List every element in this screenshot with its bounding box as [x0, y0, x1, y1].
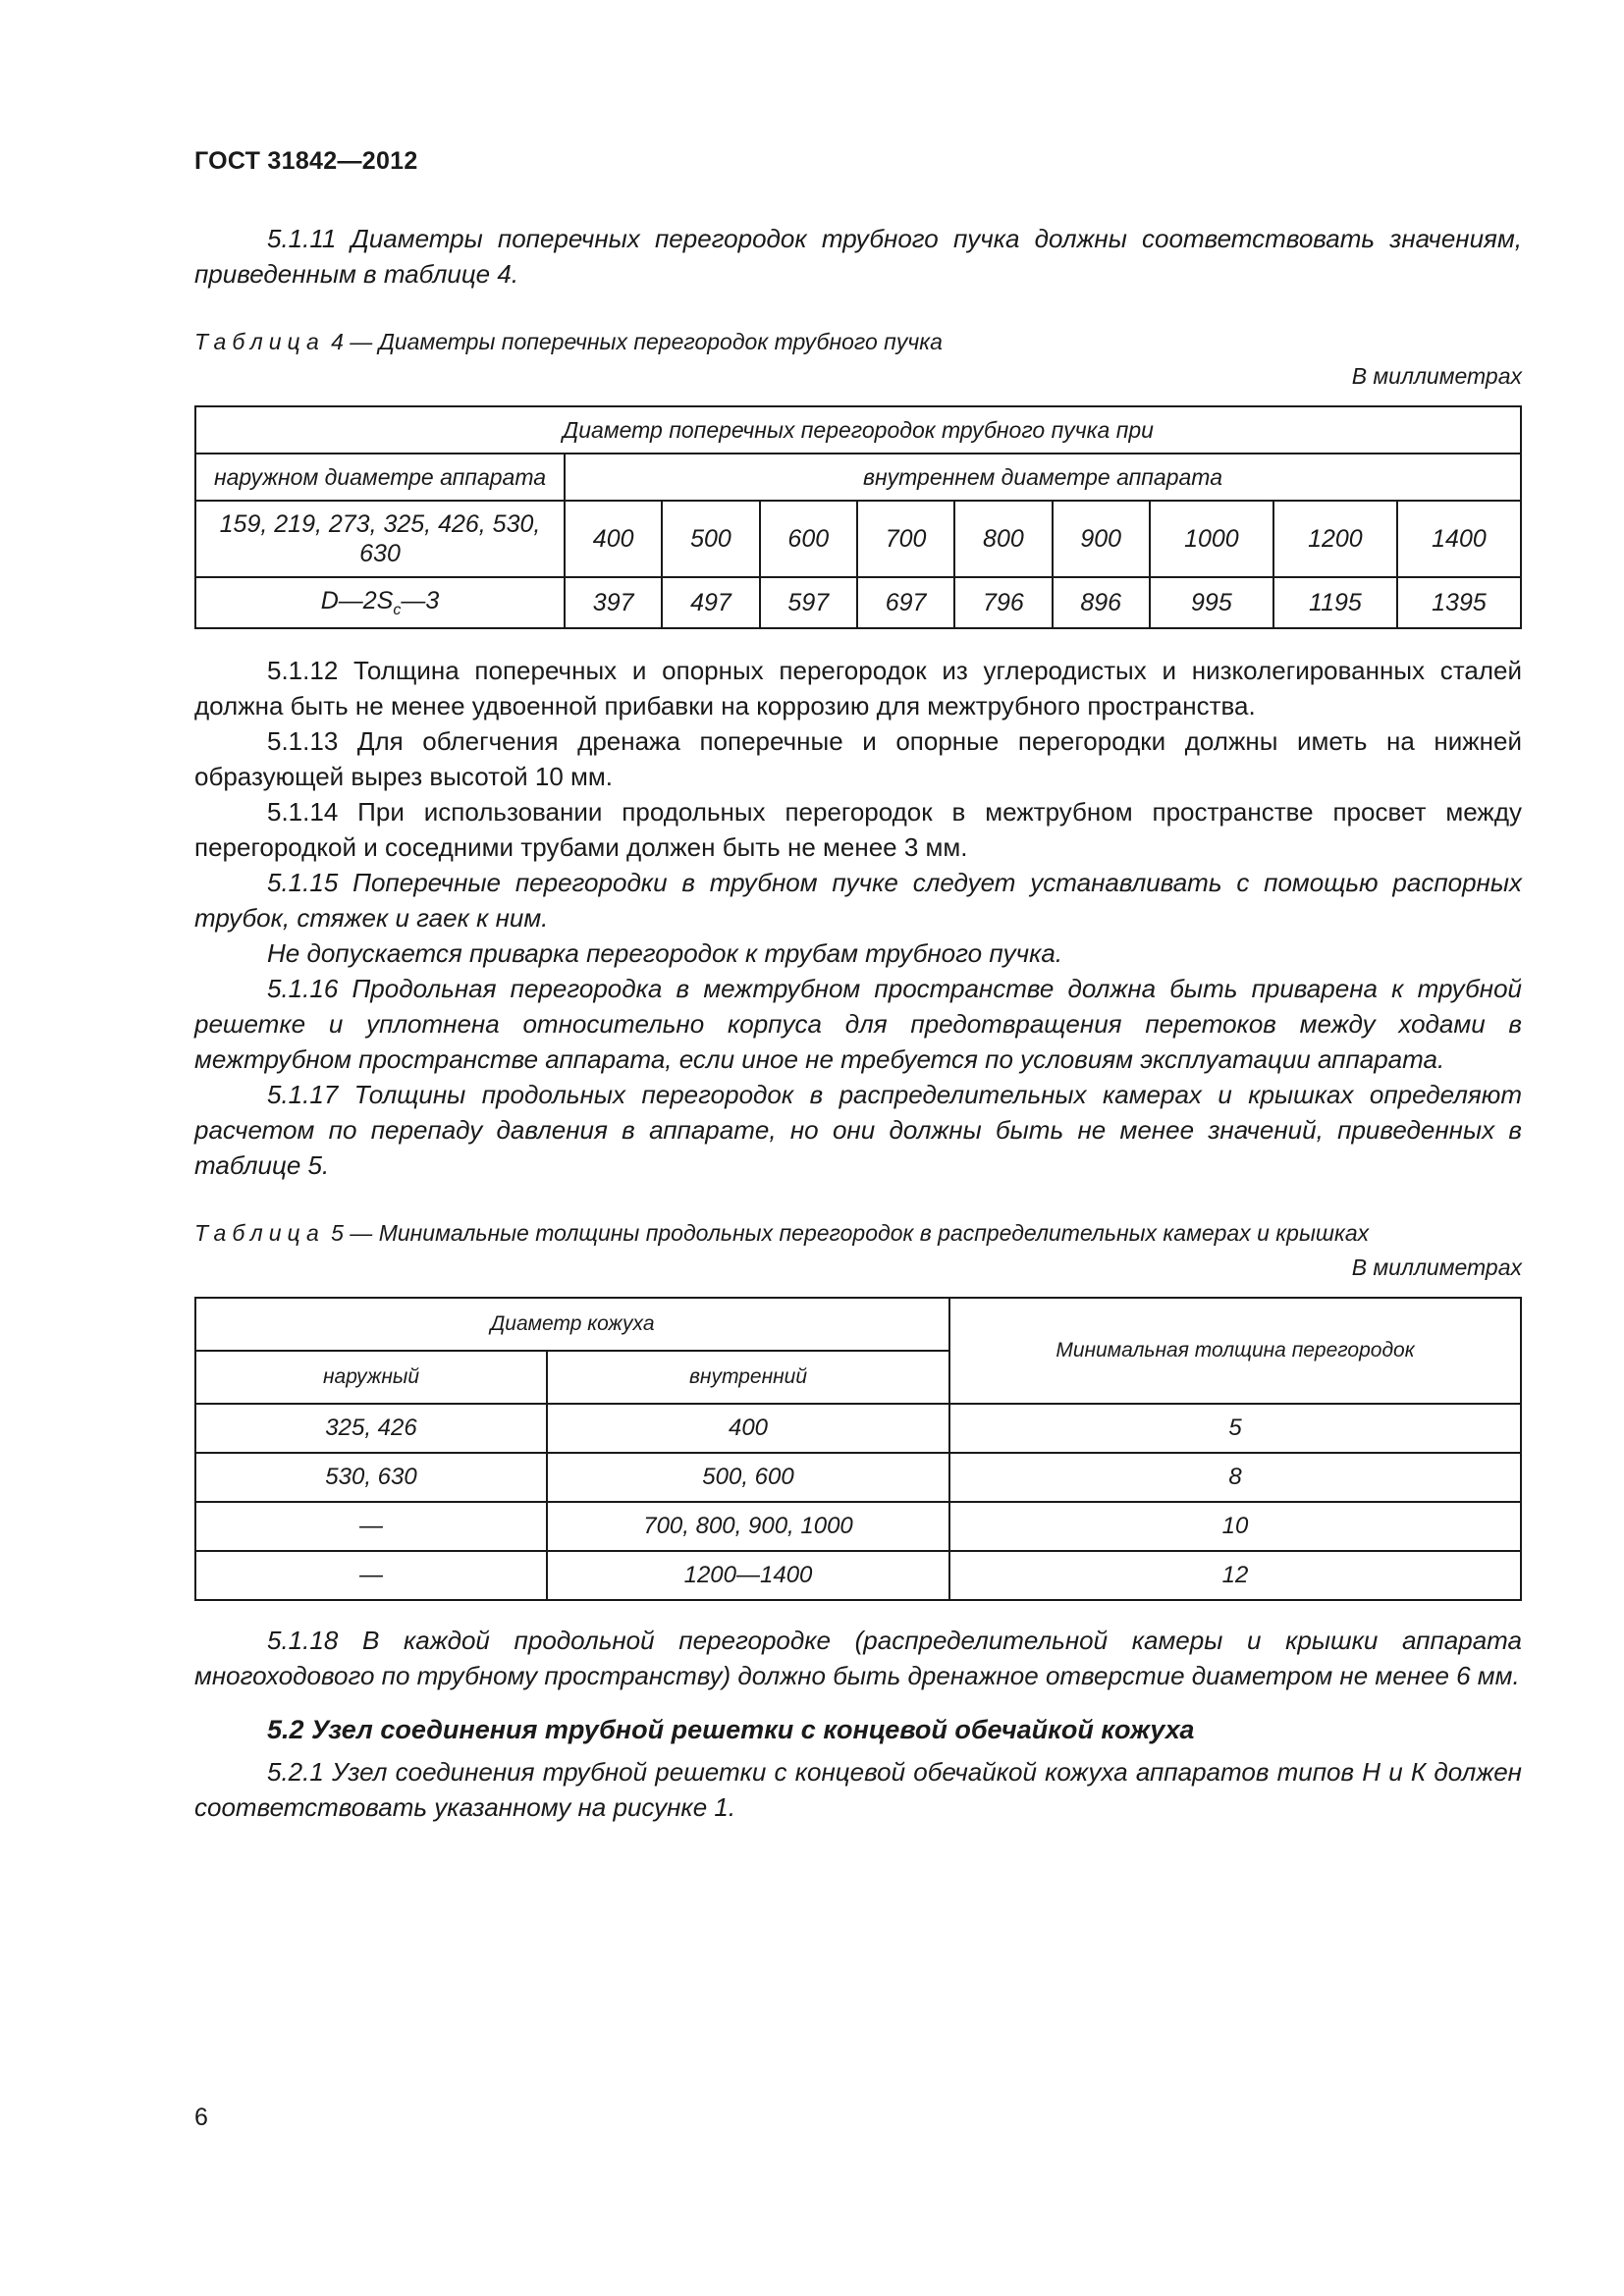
table5-cell-inner: 400 [547, 1404, 949, 1453]
table5-header-outer: наружный [195, 1351, 547, 1404]
paragraph-5-1-13: 5.1.13 Для облегчения дренажа поперечные и опорные перегородки должны иметь на нижней образующей вырез высотой 10 мм. [194, 726, 1522, 791]
table4-row1-label: 159, 219, 273, 325, 426, 530, 630 [195, 501, 565, 577]
paragraph-5-1-11: 5.1.11 Диаметры поперечных перегородок трубного пучка должны соответствовать значениям, приведенным в таблице 4. [194, 224, 1522, 289]
paragraph-5-2-1: 5.2.1 Узел соединения трубной решетки с концевой обечайкой кожуха аппаратов типов Н и К должен соответствовать указанному на рисунке 1. [194, 1757, 1522, 1822]
paragraph-5-1-14: 5.1.14 При использовании продольных перегородок в межтрубном пространстве просвет между перегородкой и соседними трубами должен быть не менее 3 мм. [194, 797, 1522, 862]
table5-caption-text: 5 — Минимальные толщины продольных перегородок в распределительных камерах и крышках [324, 1220, 1370, 1246]
formula-tail: —3 [401, 586, 440, 614]
table4-header-main: Диаметр поперечных перегородок трубного пучка при [195, 406, 1521, 454]
table5-cell-thickness: 5 [949, 1404, 1521, 1453]
table5-cell-inner: 1200—1400 [547, 1551, 949, 1600]
page-number: 6 [194, 2104, 208, 2131]
table5-caption [194, 1218, 1522, 1248]
table4-caption-prefix: Таблица [194, 329, 325, 354]
table5-cell-thickness: 10 [949, 1502, 1521, 1551]
paragraph-5-1-12: 5.1.12 Толщина поперечных и опорных перегородок из углеродистых и низколегированных сталей должна быть не менее удвоенной прибавки на коррозию для межтрубного пространства. [194, 656, 1522, 721]
table-row [195, 1404, 1521, 1453]
paragraph-5-1-16: 5.1.16 Продольная перегородка в межтрубном пространстве должна быть приварена к трубной решетке и уплотнена относительно корпуса для предотвращения перетоков между ходами в межтрубном пространстве аппарата, если иное не требуется по условиям эксплуатации аппарата. [194, 974, 1522, 1074]
document-header: ГОСТ 31842—2012 [194, 147, 418, 175]
table4-cell: 697 [857, 577, 954, 628]
table4-cell: 995 [1150, 577, 1273, 628]
table4-cell: 500 [662, 501, 759, 577]
formula-subscript: c [393, 601, 402, 618]
table4-cell: 796 [954, 577, 1052, 628]
paragraph-5-1-17: 5.1.17 Толщины продольных перегородок в распределительных камерах и крышках определяют расчетом по перепаду давления в аппарате, но они должны быть не менее значений, приведенных в таблице 5. [194, 1080, 1522, 1180]
paragraph-5-1-15: 5.1.15 Поперечные перегородки в трубном пучке следует устанавливать с помощью распорных трубок, стяжек и гаек к ним. [194, 868, 1522, 933]
table5-units: В миллиметрах [1351, 1255, 1522, 1280]
table5-header-thickness: Минимальная толщина перегородок [949, 1298, 1521, 1404]
table-5 [194, 1297, 1522, 1601]
table4-cell: 1200 [1273, 501, 1397, 577]
table5-header-inner: внутренний [547, 1351, 949, 1404]
formula-main: D—2S [320, 586, 394, 614]
table4-cell: 900 [1053, 501, 1150, 577]
table-row [195, 1502, 1521, 1551]
table4-cell: 1000 [1150, 501, 1273, 577]
table4-units: В миллиметрах [1351, 363, 1522, 389]
table4-header-outer: наружном диаметре аппарата [195, 454, 565, 501]
table4-cell: 1195 [1273, 577, 1397, 628]
table4-cell: 1395 [1397, 577, 1521, 628]
table5-header-diameter: Диаметр кожуха [195, 1298, 949, 1351]
table4-cell: 800 [954, 501, 1052, 577]
table5-cell-outer: 325, 426 [195, 1404, 547, 1453]
table5-cell-outer: — [195, 1551, 547, 1600]
table4-caption-text: 4 — Диаметры поперечных перегородок трубного пучка [324, 329, 943, 354]
table4-cell: 700 [857, 501, 954, 577]
table5-cell-inner: 500, 600 [547, 1453, 949, 1502]
table-row [195, 1453, 1521, 1502]
table5-cell-thickness: 8 [949, 1453, 1521, 1502]
table5-cell-outer: 530, 630 [195, 1453, 547, 1502]
table4-cell: 397 [565, 577, 662, 628]
table-4 [194, 405, 1522, 629]
table4-cell: 497 [662, 577, 759, 628]
table5-caption-prefix: Таблица [194, 1220, 325, 1246]
table4-caption [194, 327, 1522, 356]
paragraph-5-1-18: 5.1.18 В каждой продольной перегородке (распределительной камеры и крышки аппарата многоходового по трубному пространству) должно быть дренажное отверстие диаметром не менее 6 мм. [194, 1626, 1522, 1690]
page-content [194, 221, 1522, 1825]
table4-cell: 896 [1053, 577, 1150, 628]
paragraph-5-1-15-note: Не допускается приварка перегородок к трубам трубного пучка. [267, 938, 1063, 968]
section-heading-5-2: 5.2 Узел соединения трубной решетки с концевой обечайкой кожуха [267, 1715, 1195, 1744]
table4-cell: 400 [565, 501, 662, 577]
table4-header-inner: внутреннем диаметре аппарата [565, 454, 1521, 501]
table5-cell-inner: 700, 800, 900, 1000 [547, 1502, 949, 1551]
table5-cell-thickness: 12 [949, 1551, 1521, 1600]
table-row [195, 1551, 1521, 1600]
table4-row2-label [195, 577, 565, 628]
table4-cell: 1400 [1397, 501, 1521, 577]
table4-cell: 597 [760, 577, 857, 628]
table4-cell: 600 [760, 501, 857, 577]
table5-cell-outer: — [195, 1502, 547, 1551]
